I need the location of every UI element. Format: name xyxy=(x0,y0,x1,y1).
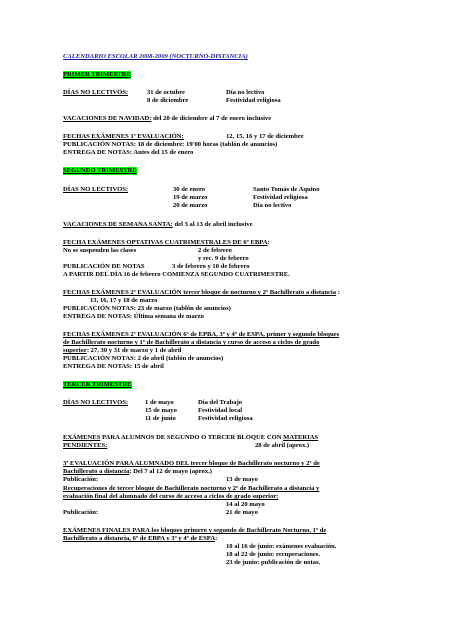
evaluacion-3-heading: 3ª EVALUACIÓN PARA ALUMNADO DEL tercer bloque de Bachillerato nocturno y 2º de xyxy=(63,460,320,467)
optativas-rec: y rec. 9 de febrero xyxy=(198,255,249,262)
page-title: CALENDARIO ESCOLAR 2008-2009 (NOCTURNO-DISTANCIA) xyxy=(63,53,248,60)
semana-santa-value: del 3 al 13 de abril inclusive xyxy=(172,221,253,228)
recuperaciones-line: Recuperaciones de tercer bloque de Bachillerato nocturno y 2º de Bachillerato a distancia y xyxy=(63,485,320,492)
no-lectivo-desc: Festividad religiosa xyxy=(253,194,308,201)
optativas-pub-label: PUBLICACIÓN DE NOTAS xyxy=(63,263,145,270)
no-lectivos-label: DÍAS NO LECTIVOS: xyxy=(63,89,129,96)
examenes-finales-heading: EXÁMENES FINALES PARA los bloques primero y segundo de Bachillerato Nocturno, 1º de xyxy=(63,527,327,534)
recuperaciones-pub-label: Publicación: xyxy=(63,509,99,516)
evaluacion-3-pub-label: Publicación: xyxy=(63,476,99,483)
evaluacion-3-dates: Bachillerato a distancia: Del 7 al 12 de mayo (aprox.) xyxy=(63,468,212,475)
examenes-2-eval-b-line: de Bachillerato nocturno y 1º de Bachillerato a distancia y curso de acceso a ciclos de grado xyxy=(63,339,320,346)
optativas-line: No se suspenden las clases xyxy=(63,247,137,254)
materias-pendientes-date: 28 de abril (aprox.) xyxy=(255,442,310,449)
no-lectivo-date: 19 de marzo xyxy=(173,194,208,201)
materias-pendientes-label: PENDIENTES: xyxy=(63,442,108,449)
recuperaciones-pub-value: 21 de mayo xyxy=(226,509,258,516)
section-heading-tercer-trimestre: TERCER TRIMESTRE xyxy=(63,381,132,388)
no-lectivo-desc: Día no lectivo xyxy=(253,202,292,209)
no-lectivos-label: DÍAS NO LECTIVOS: xyxy=(63,186,129,193)
examenes-1-eval-dates: 12, 15, 16 y 17 de diciembre xyxy=(226,133,304,140)
examenes-2-eval-b-line: FECHAS EXÁMENES 2ª EVALUACIÓN 6º de EPBA, 3º y 4º de ESPA, primer y segundo bloques xyxy=(63,331,340,338)
entrega-notas: ENTREGA DE NOTAS: Antes del 15 de enero xyxy=(63,149,194,156)
examenes-1-eval-label: FECHAS EXÁMENES 1ª EVALUACIÓN: xyxy=(63,133,184,140)
publicacion-notas: PUBLICACIÓN NOTAS: 18 de diciembre: 19'00 horas (tablón de anuncios) xyxy=(63,141,278,148)
no-lectivo-date: 20 de marzo xyxy=(173,202,208,209)
optativas-date: 2 de febrero xyxy=(198,247,232,254)
no-lectivo-desc: Festividad religiosa xyxy=(198,415,253,422)
no-lectivo-date: 11 de junio xyxy=(145,415,176,422)
vacaciones-navidad xyxy=(63,115,271,123)
no-lectivo-desc: Día del Trabajo xyxy=(198,399,243,406)
publicacion-notas: PUBLICACIÓN NOTAS: 2 de abril (tablón de anuncios) xyxy=(63,355,224,362)
no-lectivo-date: 15 de mayo xyxy=(145,407,177,414)
no-lectivo-date: 1 de mayo xyxy=(145,399,174,406)
examenes-finales-line: Bachillerato a distancia, 6º de EBPA y 3º y 4º de ESPA: xyxy=(63,535,218,542)
vacaciones-semana-santa xyxy=(63,221,253,229)
list-item: 10 al 16 de junio: exámenes evaluación. xyxy=(226,543,337,550)
recuperaciones-dates: 14 al 20 mayo xyxy=(226,501,265,508)
section-heading-segundo-trimestre: SEGUNDO TRIMESTRE xyxy=(63,167,137,174)
optativas-heading: FECHA EXÁMENES OPTATIVAS CUATRIMESTRALES DE 6º EBPA: xyxy=(63,239,270,246)
no-lectivo-date: 31 de octubre xyxy=(147,89,185,96)
examenes-2-eval-a-heading: FECHAS EXÁMENES 2ª EVALUACIÓN tercer bloque de nocturno y 2º Bachillerato a distancia : xyxy=(63,289,340,296)
evaluacion-3-pub-value: 13 de mayo xyxy=(226,476,258,483)
entrega-notas: ENTREGA DE NOTAS: 15 de abril xyxy=(63,363,164,370)
no-lectivos-label: DÍAS NO LECTIVOS: xyxy=(63,399,129,406)
list-item: 23 de junio: publicación de notas. xyxy=(226,559,321,566)
materias-pendientes-heading: EXÁMENES PARA ALUMNOS DE SEGUNDO O TERCER BLOQUE CON MATERIAS xyxy=(63,434,319,441)
cuatrimestre-note: A PARTIR DEL DÍA 16 de febrero COMIENZA SEGUNDO CUATRIMESTRE. xyxy=(63,271,290,278)
publicacion-notas: PUBLICACIÓN NOTAS: 23 de marzo (tablón de anuncios) xyxy=(63,305,231,312)
no-lectivo-desc: Santo Tomás de Aquino xyxy=(253,186,320,193)
no-lectivo-date: 8 de diciembre xyxy=(147,97,189,104)
entrega-notas: ENTREGA DE NOTAS: Última semana de marzo xyxy=(63,313,204,320)
examenes-2-eval-a-dates: 13, 16, 17 y 18 de marzo xyxy=(90,297,158,304)
vacaciones-navidad-value: del 20 de diciembre al 7 de enero inclusive xyxy=(151,115,272,122)
no-lectivo-desc: Festividad local xyxy=(198,407,243,414)
no-lectivo-desc: Día no lectivo xyxy=(226,89,265,96)
optativas-pub-value: 3 de febrero y 10 de febrero xyxy=(172,263,250,270)
vacaciones-navidad-label: VACACIONES DE NAVIDAD: xyxy=(63,115,152,122)
no-lectivo-desc: Festividad religiosa xyxy=(226,97,281,104)
section-heading-primer-trimestre: PRIMER TRIMESTRE xyxy=(63,71,131,78)
semana-santa-label: VACACIONES DE SEMANA SANTA: xyxy=(63,221,173,228)
examenes-2-eval-b-dates: superior: 27, 30 y 31 de marzo y 1 de abril xyxy=(63,347,182,354)
list-item: 18 al 22 de junio: recuperaciones. xyxy=(226,551,321,558)
no-lectivo-date: 30 de enero xyxy=(173,186,206,193)
recuperaciones-line: evaluación final del alumnado del curso de acceso a ciclos de grado superior: xyxy=(63,493,279,500)
